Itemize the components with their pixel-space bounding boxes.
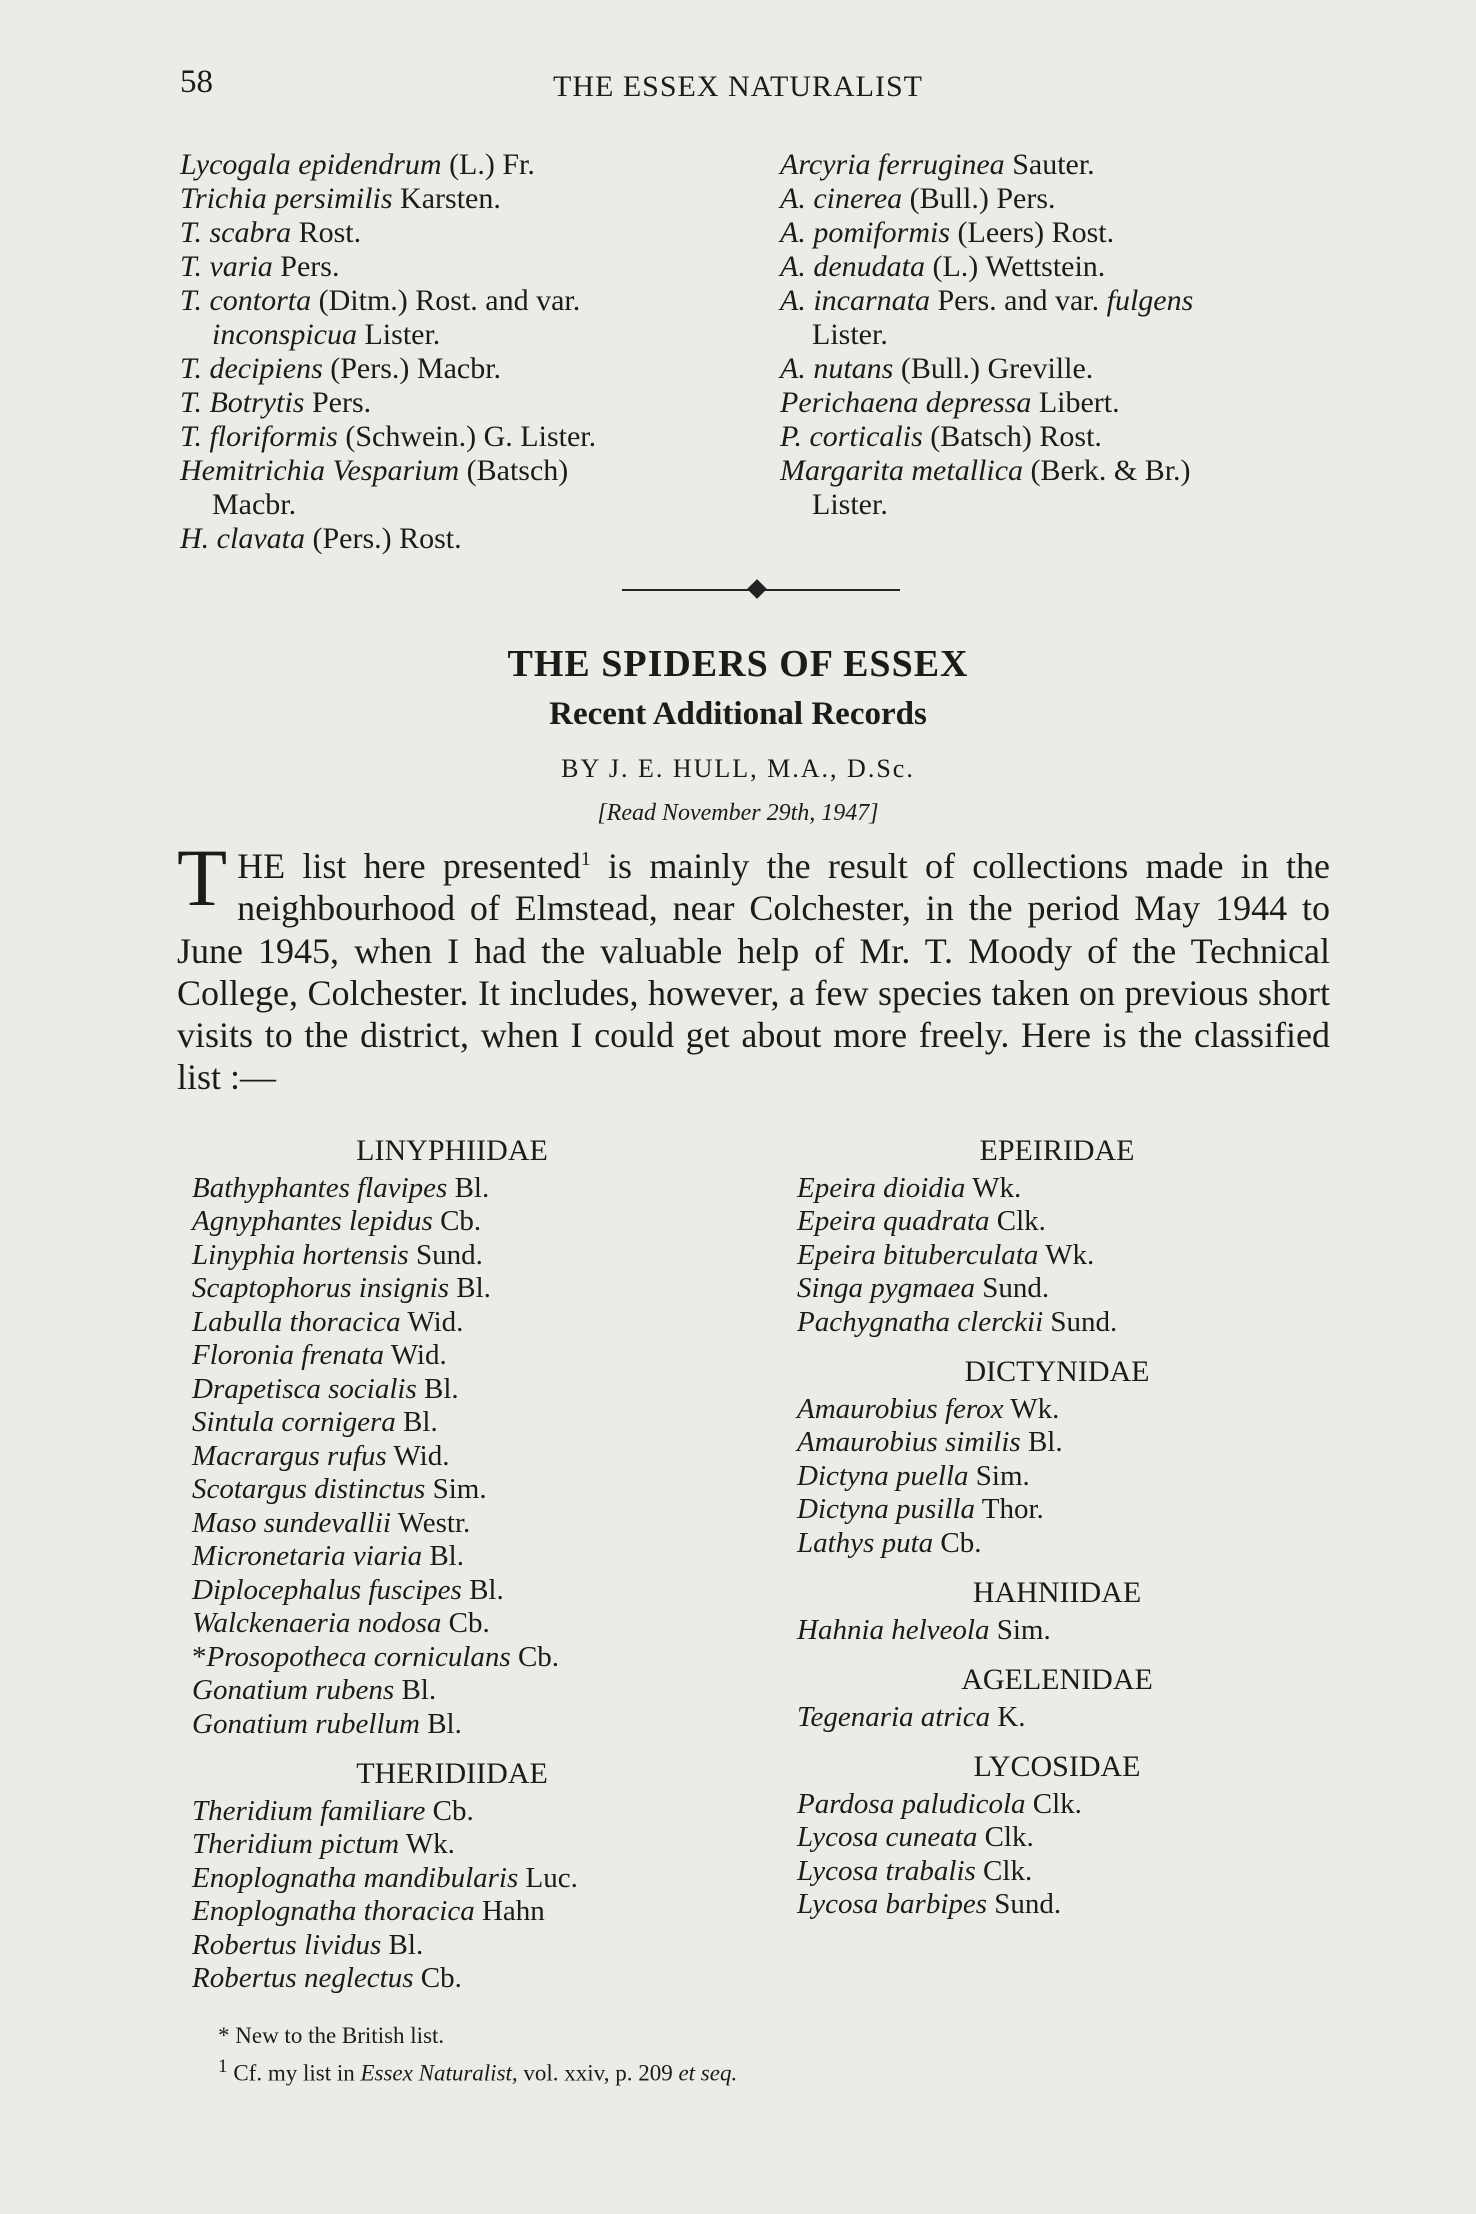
myxomycete-entry — [180, 420, 720, 454]
species-entry — [797, 1426, 1317, 1460]
species-name: Margarita metallica — [780, 454, 1024, 487]
species-name: Enoplognatha mandibularis — [192, 1861, 519, 1894]
species-authority: Clk. — [975, 1854, 1033, 1887]
species-entry — [797, 1306, 1317, 1340]
species-authority: Wid. — [386, 1439, 450, 1472]
species-entry — [192, 1306, 712, 1340]
species-name: Lycosa trabalis — [797, 1854, 976, 1887]
species-name: Epeira dioidia — [797, 1171, 966, 1204]
family-heading: LINYPHIIDAE — [356, 1134, 548, 1167]
species-name: Arcyria ferruginea — [780, 148, 1005, 181]
spider-list-left — [192, 1134, 712, 1996]
drop-cap: T — [177, 832, 228, 923]
species-authority: (Batsch) Rost. — [922, 420, 1102, 453]
footnote-reference — [218, 2056, 737, 2087]
species-name: Scotargus distinctus — [192, 1473, 426, 1505]
species-authority: Lister. — [812, 488, 888, 521]
species-name: Lathys puta — [797, 1526, 934, 1559]
species-authority: Wid. — [383, 1339, 447, 1371]
species-authority: Wk. — [1003, 1392, 1060, 1425]
species-authority: Macbr. — [212, 488, 297, 521]
species-entry — [797, 1272, 1317, 1306]
species-authority: Sim. — [989, 1613, 1051, 1646]
species-name: Linyphia hortensis — [192, 1238, 409, 1271]
species-entry — [192, 1607, 712, 1641]
footnote-volume: vol. xxiv, p. 209 — [517, 2060, 679, 2086]
species-name: inconspicua — [212, 318, 357, 351]
species-entry — [797, 1205, 1317, 1239]
species-name: A. incarnata — [780, 284, 930, 317]
family-heading: THERIDIIDAE — [356, 1757, 548, 1790]
species-authority: Bl. — [419, 1707, 462, 1740]
species-entry — [192, 1574, 712, 1608]
species-authority: (Leers) Rost. — [950, 216, 1115, 249]
species-name: T. contorta — [180, 284, 312, 317]
species-authority: Libert. — [1031, 386, 1120, 419]
species-entry — [797, 1614, 1317, 1648]
species-entry — [797, 1460, 1317, 1494]
species-entry — [192, 1862, 712, 1896]
species-authority: (Pers.) Macbr. — [322, 352, 502, 385]
myxomycete-list-left — [180, 148, 720, 556]
species-name: Labulla thoracica — [192, 1305, 401, 1338]
myxomycete-entry — [180, 216, 720, 250]
family-heading: LYCOSIDAE — [973, 1750, 1141, 1783]
species-authority: Wk. — [399, 1828, 455, 1860]
species-name: Epeira bituberculata — [797, 1238, 1039, 1271]
species-authority: (Bull.) Pers. — [902, 182, 1056, 215]
species-authority: (L.) Wettstein. — [924, 250, 1106, 283]
family-heading: AGELENIDAE — [961, 1663, 1153, 1696]
species-entry — [192, 1507, 712, 1541]
species-name: Bathyphantes flavipes — [192, 1171, 448, 1204]
footnote-mark: 1 — [218, 2056, 228, 2077]
species-name: Dictyna pusilla — [797, 1493, 976, 1525]
species-entry — [192, 1795, 712, 1829]
species-name: Agnyphantes lepidus — [192, 1205, 433, 1237]
species-authority: Sim. — [968, 1459, 1030, 1492]
species-name: Lycosa cuneata — [797, 1821, 978, 1853]
species-entry — [797, 1239, 1317, 1273]
new-species-marker: * — [192, 1640, 207, 1673]
species-authority: Lister. — [356, 318, 441, 351]
species-name: A. nutans — [780, 352, 894, 385]
species-authority: Bl. — [1020, 1426, 1063, 1458]
species-entry — [192, 1272, 712, 1306]
species-entry — [192, 1641, 712, 1675]
species-name: Drapetisca socialis — [192, 1372, 417, 1405]
species-authority: (Schwein.) G. Lister. — [337, 420, 597, 453]
species-authority: Cb. — [425, 1794, 474, 1827]
species-authority: Clk. — [1025, 1787, 1082, 1820]
divider-ornament-icon — [747, 579, 767, 599]
species-name: Prosopotheca corniculans — [206, 1640, 511, 1673]
species-authority: Pers. — [304, 386, 372, 419]
species-entry — [797, 1393, 1317, 1427]
species-authority: Sauter. — [1004, 148, 1095, 181]
species-entry — [797, 1527, 1317, 1561]
myxomycete-entry — [180, 284, 720, 318]
species-authority: Sund. — [975, 1272, 1050, 1304]
species-authority: Bl. — [381, 1928, 424, 1961]
myxomycete-entry — [180, 454, 720, 488]
species-name: Hahnia helveola — [797, 1613, 990, 1646]
family-heading: EPEIRIDAE — [979, 1134, 1135, 1167]
species-name: Epeira quadrata — [797, 1205, 990, 1237]
species-name: Robertus lividus — [192, 1928, 382, 1961]
myxomycete-entry — [180, 488, 720, 522]
species-name: Robertus neglectus — [192, 1962, 414, 1994]
species-authority: Cb. — [413, 1962, 462, 1994]
species-entry — [192, 1440, 712, 1474]
species-name: Pardosa paludicola — [797, 1787, 1026, 1820]
myxomycete-entry — [780, 250, 1335, 284]
species-name: Perichaena depressa — [780, 386, 1032, 419]
article-title: THE SPIDERS OF ESSEX — [507, 643, 969, 685]
species-name: Tegenaria atrica — [797, 1700, 991, 1733]
intro-paragraph — [177, 832, 1330, 1099]
species-authority: Luc. — [518, 1861, 578, 1894]
species-name: Trichia persimilis — [180, 182, 393, 215]
species-authority: Wk. — [1038, 1238, 1095, 1271]
page-number: 58 — [180, 64, 213, 100]
myxomycete-entry — [780, 182, 1335, 216]
species-entry — [797, 1701, 1317, 1735]
species-authority: Cb. — [510, 1640, 560, 1673]
myxomycete-entry — [180, 386, 720, 420]
species-entry — [192, 1172, 712, 1206]
myxomycete-list-right — [780, 148, 1335, 522]
species-authority: Pers. — [272, 250, 340, 283]
species-authority: (Ditm.) Rost. and var. — [311, 284, 581, 317]
article-byline: BY J. E. HULL, M.A., D.Sc. — [561, 754, 915, 783]
species-name: Dictyna puella — [797, 1459, 969, 1492]
species-name: Hemitrichia Vesparium — [180, 454, 460, 487]
species-entry — [192, 1674, 712, 1708]
species-authority: Cb. — [933, 1526, 982, 1559]
species-name: Sintula cornigera — [192, 1406, 396, 1438]
species-name: T. Botrytis — [180, 386, 305, 419]
species-authority: Rost. — [291, 216, 362, 249]
myxomycete-entry — [780, 352, 1335, 386]
species-authority: (Pers.) Rost. — [304, 522, 462, 555]
myxomycete-entry — [780, 420, 1335, 454]
spider-list-right — [797, 1134, 1317, 1922]
species-name: Pachygnatha clerckii — [797, 1305, 1044, 1338]
species-name: Gonatium rubellum — [192, 1707, 420, 1740]
species-authority: Bl. — [461, 1573, 504, 1606]
running-title: THE ESSEX NATURALIST — [553, 70, 923, 103]
species-authority: Clk. — [977, 1821, 1034, 1853]
species-name: T. scabra — [180, 216, 292, 249]
species-authority: (L.) Fr. — [441, 148, 535, 181]
variety-name: fulgens — [1106, 284, 1194, 317]
species-authority: Bl. — [422, 1540, 464, 1572]
footnote-ref: 1 — [580, 848, 591, 870]
species-entry — [192, 1929, 712, 1963]
species-authority: Karsten. — [392, 182, 501, 215]
species-authority: Bl. — [447, 1171, 490, 1204]
species-authority: Clk. — [989, 1205, 1046, 1237]
myxomycete-entry — [780, 454, 1335, 488]
species-name: Gonatium rubens — [192, 1674, 395, 1706]
species-authority: Bl. — [416, 1372, 459, 1405]
footnote-journal: Essex Naturalist, — [360, 2060, 518, 2086]
species-name: Amaurobius similis — [797, 1426, 1021, 1458]
myxomycete-entry — [780, 216, 1335, 250]
species-entry — [797, 1821, 1317, 1855]
species-authority: Pers. and var. — [930, 284, 1107, 317]
species-entry — [797, 1855, 1317, 1889]
read-date: [Read November 29th, 1947] — [597, 800, 879, 826]
species-name: P. corticalis — [780, 420, 923, 453]
species-entry — [192, 1473, 712, 1507]
myxomycete-entry — [780, 318, 1335, 352]
species-name: A. cinerea — [780, 182, 903, 215]
myxomycete-entry — [180, 250, 720, 284]
species-name: Lycogala epidendrum — [180, 148, 442, 181]
myxomycete-entry — [180, 352, 720, 386]
myxomycete-entry — [180, 522, 720, 556]
species-entry — [192, 1962, 712, 1996]
species-authority: K. — [990, 1700, 1026, 1733]
species-entry — [797, 1788, 1317, 1822]
species-entry — [192, 1339, 712, 1373]
species-name: T. varia — [180, 250, 273, 283]
species-name: Lycosa barbipes — [797, 1888, 988, 1920]
species-authority: Cb. — [432, 1205, 482, 1237]
species-authority: Hahn — [474, 1895, 545, 1927]
species-name: Theridium pictum — [192, 1828, 400, 1860]
footnote-new-species: * New to the British list. — [218, 2023, 445, 2048]
myxomycete-entry — [180, 148, 720, 182]
footnote-text: Cf. my list in — [227, 2060, 361, 2086]
species-name: Micronetaria viaria — [192, 1540, 423, 1572]
species-authority: Bl. — [395, 1406, 438, 1438]
intro-text-a: HE list here presented — [237, 846, 581, 886]
species-authority: Sim. — [425, 1473, 487, 1505]
species-name: Maso sundevallii — [192, 1506, 391, 1539]
species-entry — [797, 1888, 1317, 1922]
species-name: A. denudata — [780, 250, 925, 283]
species-authority: Thor. — [975, 1493, 1044, 1525]
myxomycete-entry — [780, 148, 1335, 182]
species-entry — [192, 1406, 712, 1440]
intro-text-b: is mainly the result of collections made in the neighbourhood of Elmstead, near Colchester, in the period May 1944 to June 1945, when I had the valuable help of Mr. T. Moody of the Technical College, Colchester. It includes, however, a few species taken on previous short visits to the district, when I could get about more freely. Here is the classified list :— — [177, 846, 1330, 1098]
species-authority: (Batsch) — [459, 454, 569, 487]
myxomycete-entry — [180, 182, 720, 216]
species-name: T. floriformis — [180, 420, 338, 453]
species-entry — [192, 1373, 712, 1407]
species-authority: Westr. — [390, 1506, 471, 1539]
myxomycete-entry — [180, 318, 720, 352]
species-entry — [797, 1172, 1317, 1206]
species-name: Macrargus rufus — [192, 1439, 387, 1472]
species-authority: Sund. — [987, 1888, 1062, 1920]
species-authority: Wk. — [965, 1171, 1022, 1204]
species-authority: Bl. — [394, 1674, 437, 1706]
species-entry — [192, 1828, 712, 1862]
species-entry — [192, 1708, 712, 1742]
species-authority: (Berk. & Br.) — [1023, 454, 1191, 487]
species-entry — [797, 1493, 1317, 1527]
species-name: Theridium familiare — [192, 1794, 426, 1827]
footnote-etseq: et seq. — [678, 2060, 738, 2086]
species-name: Walckenaeria nodosa — [192, 1607, 442, 1639]
family-heading: DICTYNIDAE — [964, 1355, 1150, 1388]
species-name: Scaptophorus insignis — [192, 1272, 449, 1304]
species-name: H. clavata — [180, 522, 305, 555]
species-name: A. pomiformis — [780, 216, 951, 249]
species-authority: Lister. — [812, 318, 888, 351]
species-name: T. decipiens — [180, 352, 323, 385]
species-authority: Wid. — [400, 1305, 464, 1338]
myxomycete-entry — [780, 284, 1335, 318]
species-authority: Sund. — [1043, 1305, 1118, 1338]
species-entry — [192, 1540, 712, 1574]
species-name: Floronia frenata — [192, 1339, 384, 1371]
species-entry — [192, 1895, 712, 1929]
species-authority: Cb. — [441, 1607, 490, 1639]
species-entry — [192, 1239, 712, 1273]
species-entry — [192, 1205, 712, 1239]
article-subtitle: Recent Additional Records — [549, 696, 927, 732]
species-name: Diplocephalus fuscipes — [192, 1573, 462, 1606]
species-name: Enoplognatha thoracica — [192, 1895, 475, 1927]
species-authority: Bl. — [449, 1272, 491, 1304]
species-authority: (Bull.) Greville. — [893, 352, 1094, 385]
myxomycete-entry — [780, 488, 1335, 522]
family-heading: HAHNIIDAE — [972, 1576, 1142, 1609]
species-authority: Sund. — [408, 1238, 483, 1271]
species-name: Amaurobius ferox — [797, 1392, 1004, 1425]
species-name: Singa pygmaea — [797, 1272, 975, 1304]
myxomycete-entry — [780, 386, 1335, 420]
